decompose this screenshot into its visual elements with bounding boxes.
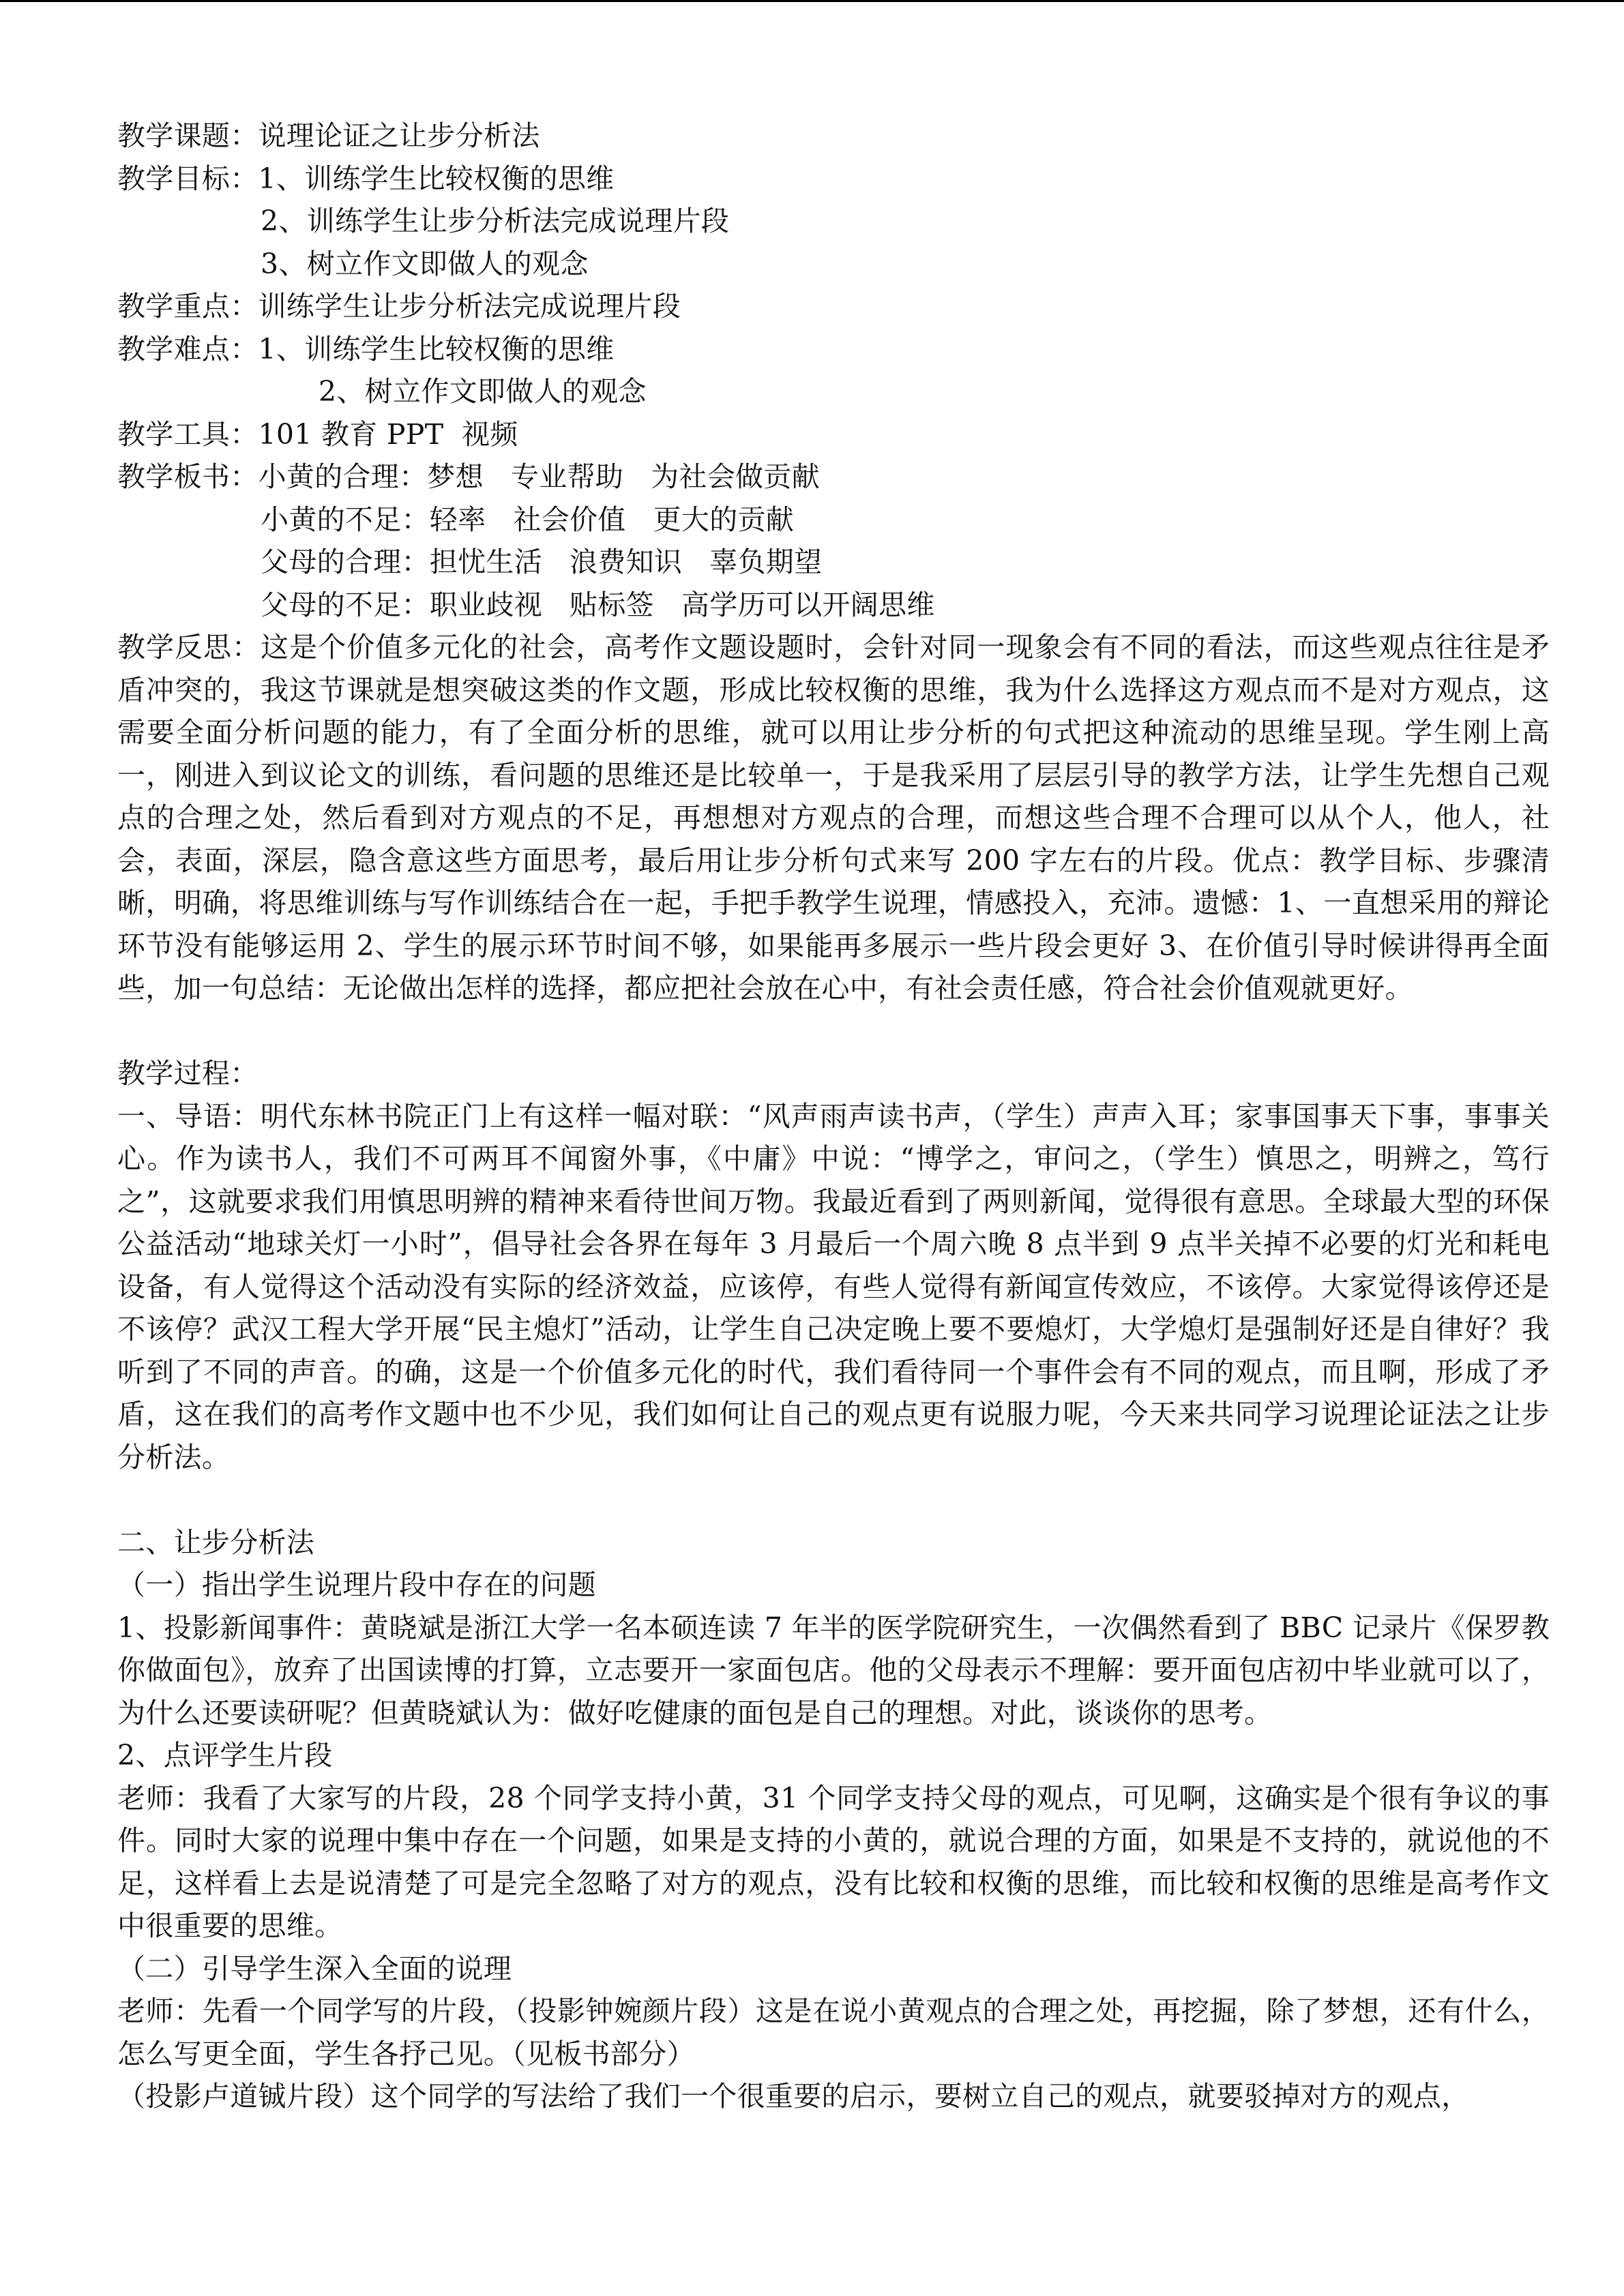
board-row-2: [117, 498, 1550, 541]
lesson-focus: 教学重点：训练学生让步分析法完成说理片段: [117, 290, 681, 323]
board-row-4: [117, 584, 1550, 627]
lesson-topic: 教学课题：说理论证之让步分析法: [117, 119, 540, 152]
board-cell: 父母的合理：担忧生活: [261, 546, 542, 578]
top-border-line: [0, 0, 1624, 2]
subsection-1-heading: （一）指出学生说理片段中存在的问题: [117, 1568, 597, 1601]
process-intro: 一、导语：明代东林书院正门上有这样一幅对联：“风声雨声读书声，（学生）声声入耳；家事国事天下事，事事关心。作为读书人，我们不可两耳不闻窗外事，《中庸》中说：“博学之，审问之，（学生）慎思之，明辨之，笃行之”，这就要求我们用慎思明辨的精神来看待世间万物。我最近看到了两则新闻，觉得很有意思。全球最大型的环保公益活动“地球关灯一小时”，倡导社会各界在每年 3 月最后一个周六晚 8 点半到 9 点半关掉不必要的灯光和耗电设备，有人觉得这个活动没有实际的经济效益，应该停，有些人觉得有新闻宣传效应，不该停。大家觉得该停还是不该停？武汉工程大学开展“民主熄灯”活动，让学生自己决定晚上要不要熄灯，大学熄灯是强制好还是自律好？我听到了不同的声音。的确，这是一个价值多元化的时代，我们看待同一个事件会有不同的观点，而且啊，形成了矛盾，这在我们的高考作文题中也不少见，我们如何让自己的观点更有说服力呢，今天来共同学习说理论证法之让步分析法。: [117, 1099, 1550, 1474]
lesson-plan-page: [117, 115, 1550, 2118]
board-cell: 小黄的合理：梦想: [258, 460, 484, 493]
lesson-tools: 教学工具：101 教育 PPT 视频: [117, 417, 518, 451]
board-cell: 小黄的不足：轻率: [261, 503, 486, 536]
board-row-1: [117, 456, 1550, 498]
lesson-goal-1: 教学目标：1、训练学生比较权衡的思维: [117, 162, 615, 195]
teacher-comment-2: 老师：先看一个同学写的片段，（投影钟婉颜片段）这是在说小黄观点的合理之处，再挖掘，除了梦想，还有什么，怎么写更全面，学生各抒己见。（见板书部分）: [117, 1995, 1550, 2070]
lesson-goal-3: 3、树立作文即做人的观念: [261, 247, 589, 280]
board-cell: 贴标签: [570, 588, 654, 621]
board-cell: 辜负期望: [709, 546, 823, 578]
board-cell: 专业帮助: [510, 460, 624, 493]
board-cell: 为社会做贡献: [651, 460, 820, 493]
lesson-goal-2: 2、训练学生让步分析法完成说理片段: [261, 205, 730, 237]
board-label: 教学板书：: [117, 460, 259, 493]
lesson-difficulty-2: 2、树立作文即做人的观念: [319, 375, 647, 408]
projection-paragraph: （投影卢道铖片段）这个同学的写法给了我们一个很重要的启示，要树立自己的观点，就要驳掉对方的观点，: [117, 2080, 1470, 2113]
review-heading: 2、点评学生片段: [117, 1739, 333, 1772]
board-cell: 高学历可以开阔思维: [681, 588, 935, 621]
board-cell: 更大的贡献: [653, 503, 795, 536]
board-cell: 社会价值: [513, 503, 626, 536]
news-event-paragraph: 1、投影新闻事件：黄晓斌是浙江大学一名本硕连读 7 年半的医学院研究生，一次偶然看到了 BBC 记录片《保罗教你做面包》，放弃了出国读博的打算，立志要开一家面包店。他的父母表示不理解：要开面包店初中毕业就可以了，为什么还要读研呢？但黄晓斌认为：做好吃健康的面包是自己的理想。对此，谈谈你的思考。: [117, 1611, 1550, 1729]
process-heading: 教学过程：: [117, 1057, 259, 1090]
board-cell: 浪费知识: [570, 546, 683, 578]
teacher-comment-1: 老师：我看了大家写的片段，28 个同学支持小黄，31 个同学支持父母的观点，可见啊，这确实是个很有争议的事件。同时大家的说理中集中存在一个问题，如果是支持的小黄的，就说合理的方面，如果是不支持的，就说他的不足，这样看上去是说清楚了可是完全忽略了对方的观点，没有比较和权衡的思维，而比较和权衡的思维是高考作文中很重要的思维。: [117, 1781, 1550, 1942]
subsection-2-heading: （二）引导学生深入全面的说理: [117, 1952, 512, 1985]
lesson-difficulty-1: 教学难点：1、训练学生比较权衡的思维: [117, 332, 615, 366]
board-cell: 父母的不足：职业歧视: [261, 588, 542, 621]
section-2-heading: 二、让步分析法: [117, 1525, 315, 1559]
spacer: [117, 1478, 1550, 1521]
board-row-3: [117, 541, 1550, 584]
spacer: [117, 1010, 1550, 1053]
teaching-reflection: 教学反思：这是个价值多元化的社会，高考作文题设题时，会针对同一现象会有不同的看法，而这些观点往往是矛盾冲突的，我这节课就是想突破这类的作文题，形成比较权衡的思维，我为什么选择这方观点而不是对方观点，这需要全面分析问题的能力，有了全面分析的思维，就可以用让步分析的句式把这种流动的思维呈现。学生刚上高一，刚进入到议论文的训练，看问题的思维还是比较单一，于是我采用了层层引导的教学方法，让学生先想自己观点的合理之处，然后看到对方观点的不足，再想想对方观点的合理，而想这些合理不合理可以从个人，他人，社会，表面，深层，隐含意这些方面思考，最后用让步分析句式来写 200 字左右的片段。优点：教学目标、步骤清晰，明确，将思维训练与写作训练结合在一起，手把手教学生说理，情感投入，充沛。遗憾：1、一直想采用的辩论环节没有能够运用 2、学生的展示环节时间不够，如果能再多展示一些片段会更好 3、在价值引导时候讲得再全面些，加一句总结：无论做出怎样的选择，都应把社会放在心中，有社会责任感，符合社会价值观就更好。: [117, 631, 1550, 1004]
